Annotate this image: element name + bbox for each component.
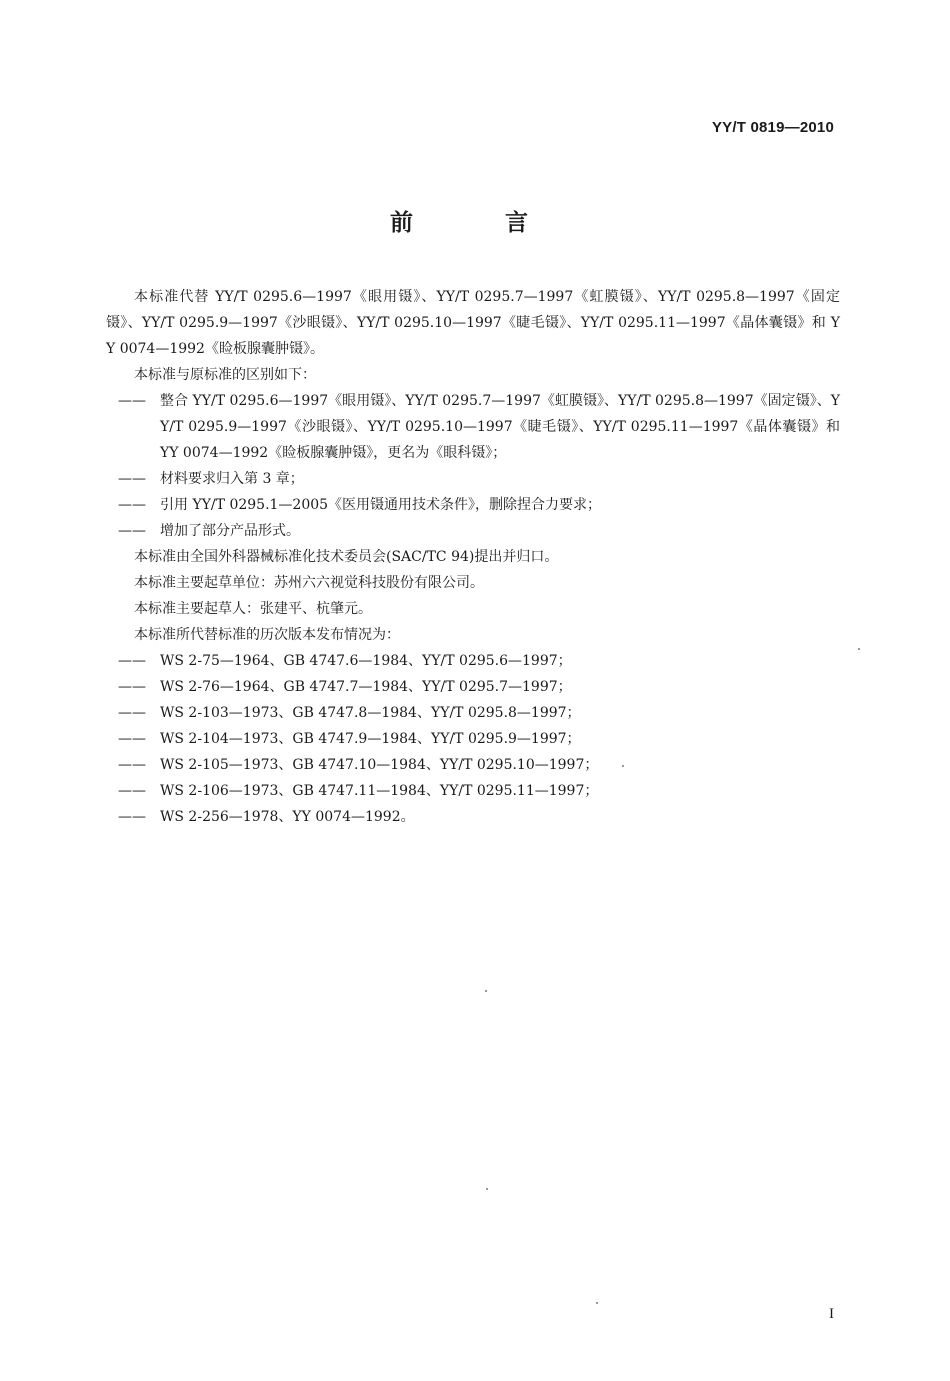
scan-speck [858,648,860,650]
dash-marker: —— [118,523,146,539]
history-text: WS 2-75—1964、GB 4747.6—1984、YY/T 0295.6—1997； [160,653,572,669]
list-item-history [106,648,840,674]
history-text: WS 2-106—1973、GB 4747.11—1984、YY/T 0295.11—1997； [160,783,599,799]
change-text: 整合 YY/T 0295.6—1997《眼用镊》、YY/T 0295.7—1997《虹膜镊》、YY/T 0295.8—1997《固定镊》、YY/T 0295.9—1997《沙眼镊》、YY/T 0295.10—1997《睫毛镊》、YY/T 0295.11—1997《晶体囊镊》和 YY 0074—1992《睑板腺囊肿镊》，更名为《眼科镊》； [160,393,840,461]
dash-marker: —— [118,757,146,773]
dash-marker: —— [118,731,146,747]
list-item-history [106,778,840,804]
paragraph-drafting-unit: 本标准主要起草单位：苏州六六视觉科技股份有限公司。 [134,575,484,591]
dash-marker: —— [118,679,146,695]
paragraph-history-intro: 本标准所代替标准的历次版本发布情况为： [134,627,400,643]
history-text: WS 2-105—1973、GB 4747.10—1984、YY/T 0295.10—1997； [160,757,599,773]
paragraph-differences-intro: 本标准与原标准的区别如下： [134,367,316,383]
history-text: WS 2-76—1964、GB 4747.7—1984、YY/T 0295.7—1997； [160,679,572,695]
history-text: WS 2-256—1978、YY 0074—1992。 [160,809,415,825]
preface-body [106,284,840,830]
scan-speck [486,1188,488,1190]
list-item-change [106,518,840,544]
history-text: WS 2-103—1973、GB 4747.8—1984、YY/T 0295.8—1997； [160,705,581,721]
change-text: 引用 YY/T 0295.1—2005《医用镊通用技术条件》，删除捏合力要求； [160,497,602,513]
standard-code: YY/T 0819—2010 [711,119,834,136]
history-text: WS 2-104—1973、GB 4747.9—1984、YY/T 0295.9—1997； [160,731,581,747]
paragraph-drafters: 本标准主要起草人：张建平、杭肇元。 [134,601,372,617]
dash-marker: —— [118,471,146,487]
list-item-change [106,466,840,492]
scan-speck [485,990,487,992]
dash-marker: —— [118,393,146,409]
scan-speck [622,765,624,767]
paragraph-replaces: 本标准代替 YY/T 0295.6—1997《眼用镊》、YY/T 0295.7—1997《虹膜镊》、YY/T 0295.8—1997《固定镊》、YY/T 0295.9—1997《沙眼镊》、YY/T 0295.10—1997《睫毛镊》、YY/T 0295.11—1997《晶体囊镊》和 YY 0074—1992《睑板腺囊肿镊》。 [106,289,840,357]
list-item-history [106,752,840,778]
scan-speck [596,1302,598,1304]
list-item-history [106,726,840,752]
dash-marker: —— [118,653,146,669]
dash-marker: —— [118,809,146,825]
list-item-history [106,700,840,726]
list-item-change [106,492,840,518]
change-text: 增加了部分产品形式。 [160,523,300,539]
dash-marker: —— [118,497,146,513]
page-number: I [829,1306,834,1322]
change-text: 材料要求归入第 3 章； [160,471,304,487]
dash-marker: —— [118,783,146,799]
list-item-history [106,674,840,700]
dash-marker: —— [118,705,146,721]
page-title: 前 言 [389,210,570,236]
paragraph-proposer: 本标准由全国外科器械标准化技术委员会(SAC/TC 94)提出并归口。 [134,549,559,565]
list-item-history [106,804,840,830]
list-item-change [106,388,840,466]
